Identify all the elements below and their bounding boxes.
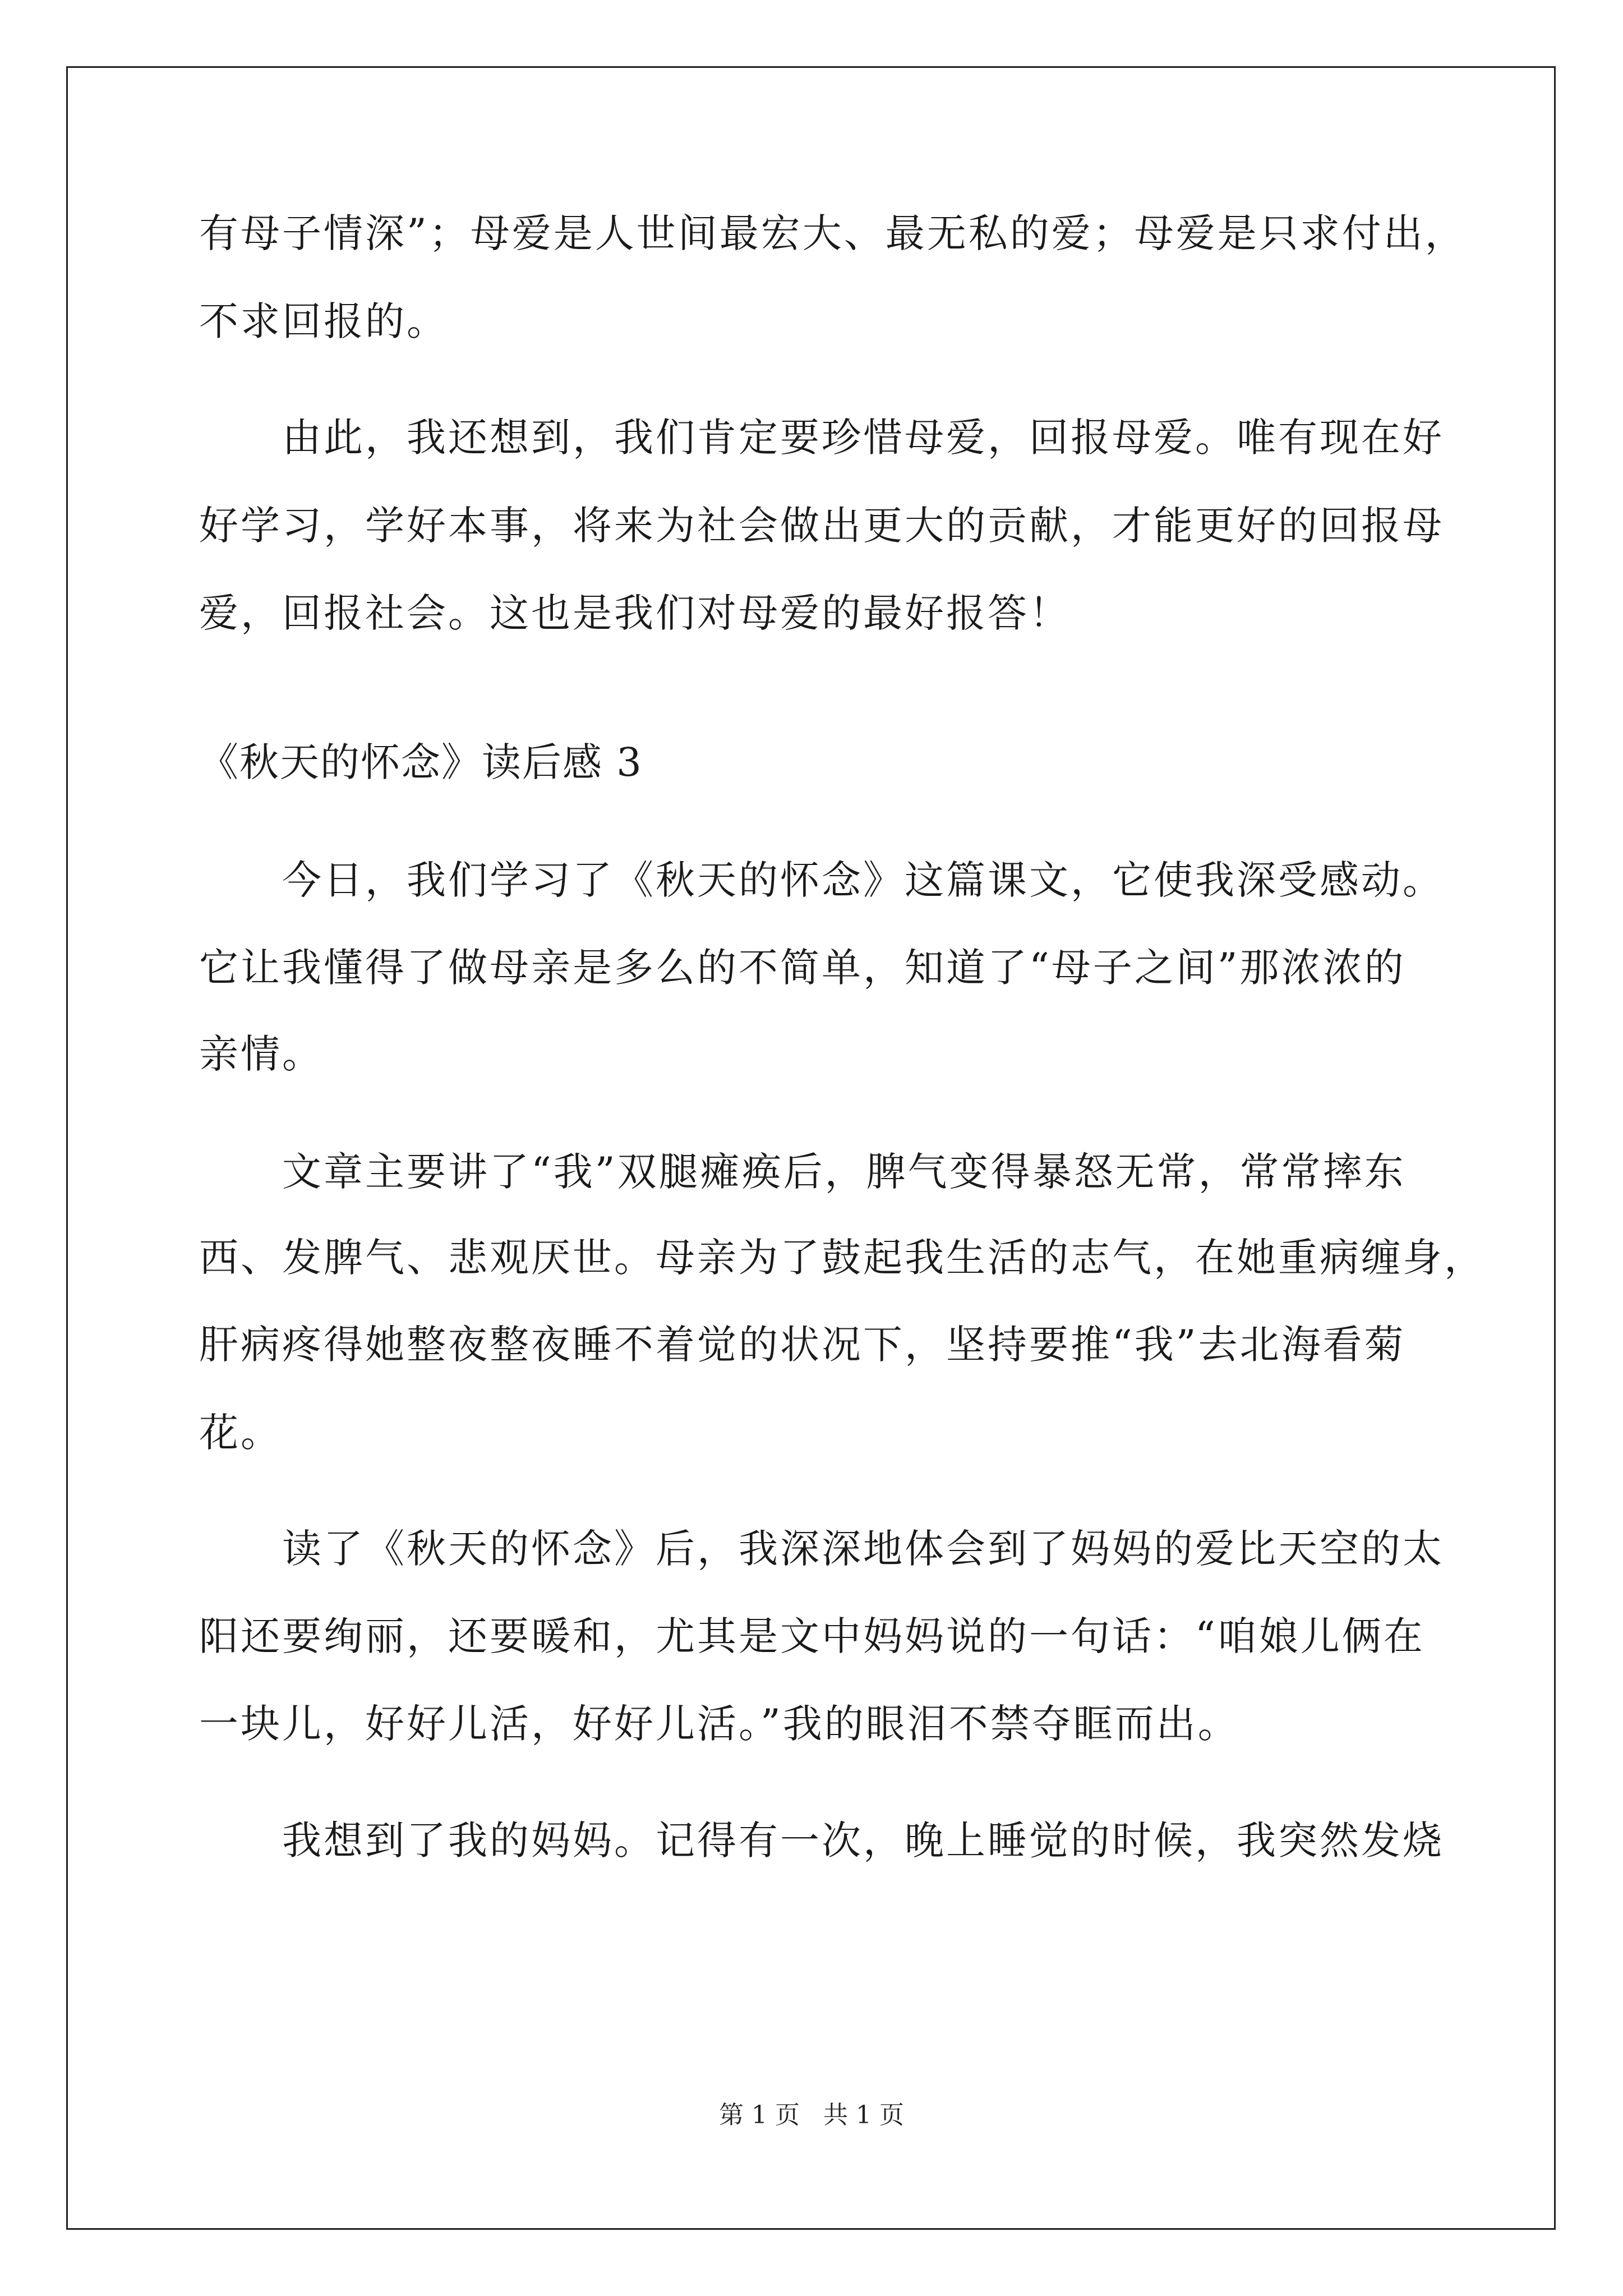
page-footer: 第 1 页 共 1 页 — [719, 2101, 904, 2129]
text-line: 好学习，学好本事，将来为社会做出更大的贡献，才能更好的回报母 — [199, 503, 1444, 549]
paragraph-start: 文章主要讲了“我”双腿瘫痪后，脾气变得暴怒无常，常常摔东 — [282, 1149, 1406, 1195]
text-line: 肝病疼得她整夜整夜睡不着觉的状况下，坚持要推“我”去北海看菊 — [199, 1322, 1406, 1368]
text-line: 亲情。 — [199, 1031, 324, 1077]
text-line: 阳还要绚丽，还要暖和，尤其是文中妈妈说的一句话：“咱娘儿俩在 — [199, 1613, 1425, 1659]
paragraph-start: 我想到了我的妈妈。记得有一次，晚上睡觉的时候，我突然发烧 — [282, 1818, 1444, 1864]
paragraph-start: 读了《秋天的怀念》后，我深深地体会到了妈妈的爱比天空的太 — [282, 1526, 1444, 1572]
paragraph-start: 今日，我们学习了《秋天的怀念》这篇课文，它使我深受感动。 — [282, 857, 1444, 903]
text-line: 西、发脾气、悲观厌世。母亲为了鼓起我生活的志气，在她重病缠身， — [199, 1235, 1486, 1281]
text-line: 有母子情深”；母爱是人世间最宏大、最无私的爱；母爱是只求付出， — [199, 210, 1467, 256]
text-line: 花。 — [199, 1410, 282, 1456]
text-line: 它让我懂得了做母亲是多么的不简单，知道了“母子之间”那浓浓的 — [199, 945, 1406, 991]
text-line: 一块儿，好好儿活，好好儿活。”我的眼泪不禁夺眶而出。 — [199, 1701, 1239, 1747]
text-line: 爱，回报社会。这也是我们对母爱的最好报答！ — [199, 590, 1071, 636]
section-heading: 《秋天的怀念》读后感 3 — [199, 739, 643, 785]
text-line: 不求回报的。 — [199, 298, 448, 344]
paragraph-start: 由此，我还想到，我们肯定要珍惜母爱，回报母爱。唯有现在好 — [282, 415, 1444, 461]
